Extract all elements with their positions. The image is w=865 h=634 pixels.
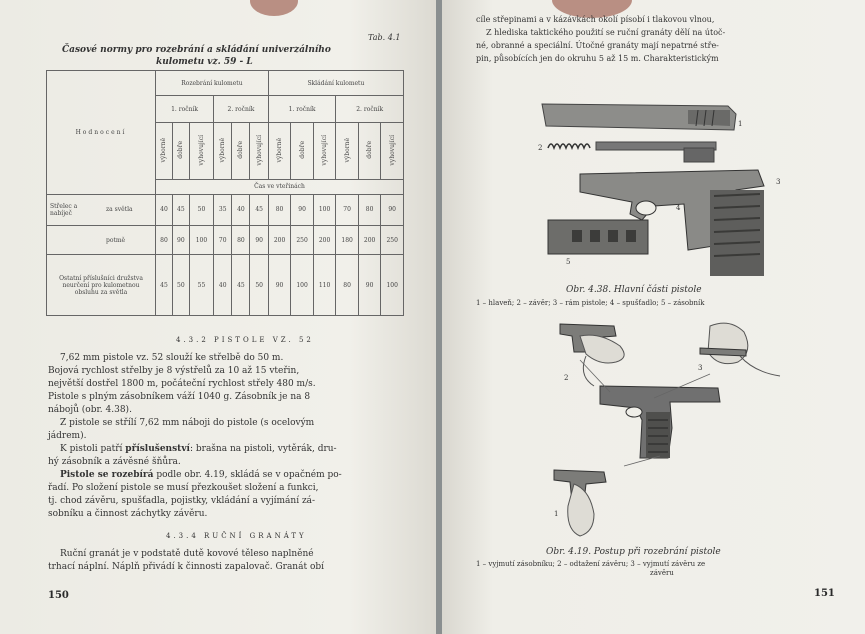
row1b-sub: potmě <box>106 236 126 244</box>
table-cell: 70 <box>336 194 359 225</box>
table-cell: 90 <box>250 225 268 254</box>
table-cell: 90 <box>268 255 291 316</box>
year2-right: 2. ročník <box>336 96 404 123</box>
fig38-label: 1 <box>738 120 743 128</box>
body-line: nábojů (obr. 4.38). <box>48 405 132 415</box>
section2-heading: 4.3.4 RUČNÍ GRANÁTY <box>166 532 307 540</box>
fig39-legend-line1: 1 – vyjmutí zásobníku; 2 – odtažení závěru; 3 – vyjmutí závěru ze <box>476 560 706 568</box>
body-line: 7,62 mm pistole vz. 52 slouží ke střelbě do 50 m. <box>60 353 284 363</box>
disassembly-bold: Pistole se rozebírá <box>60 470 154 480</box>
table-cell: 100 <box>313 194 336 225</box>
grade-label: dobře <box>177 141 185 159</box>
table-cell: 45 <box>232 255 250 316</box>
table-cell: 90 <box>381 194 404 225</box>
fig38-legend: 1 – hlaveň; 2 – závěr; 3 – rám pistole; 4 – spušťadlo; 5 – zásobník <box>476 299 705 307</box>
time-unit: Čas ve vteřinách <box>156 179 404 194</box>
table-cell: 100 <box>189 225 213 254</box>
row-header: Hodnocení <box>75 128 127 136</box>
table-title-line2: kulometu vz. 59 - L <box>156 57 253 67</box>
body-line: tj. chod závěru, spušťadla, pojistky, vkládání a vyjímání zá- <box>48 496 316 506</box>
table-cell: 110 <box>313 255 336 316</box>
grade-label: výborně <box>276 137 284 163</box>
body-line: Z hlediska taktického použití se ruční granáty dělí na útoč- <box>486 28 726 37</box>
table-cell: 80 <box>336 255 359 316</box>
grade-label: vyhovující <box>197 134 205 166</box>
disassembly-line <box>60 469 342 481</box>
body-line: Ruční granát je v podstatě dutě kovové těleso naplněné <box>60 549 314 559</box>
table-cell: 40 <box>214 255 232 316</box>
table-cell: 180 <box>336 225 359 254</box>
row1-label: Střelec a nabíječ <box>50 202 78 217</box>
table-cell: 80 <box>358 194 381 225</box>
table-cell: 100 <box>381 255 404 316</box>
fig38-label: 5 <box>566 258 571 266</box>
step2-hands <box>560 324 624 386</box>
fig38-caption: Obr. 4.38. Hlavní části pistole <box>566 285 702 295</box>
step3-hands <box>700 323 780 376</box>
table-cell: 45 <box>156 255 173 316</box>
table-reference: Tab. 4.1 <box>368 33 401 42</box>
grade-label: vyhovující <box>388 134 396 166</box>
table-cell: 40 <box>156 194 173 225</box>
fig38-label: 2 <box>538 144 543 152</box>
grade-label: výborně <box>219 137 227 163</box>
table-cell: 80 <box>268 194 291 225</box>
table-cell: 200 <box>358 225 381 254</box>
col-group-left: Rozebrání kulometu <box>156 71 269 96</box>
table-cell: 250 <box>381 225 404 254</box>
table-cell: 200 <box>313 225 336 254</box>
table-cell: 90 <box>172 225 189 254</box>
table-cell: 40 <box>232 194 250 225</box>
grade-label: vyhovující <box>255 134 263 166</box>
grade-label: výborně <box>160 137 168 163</box>
row2-label: Ostatní příslušníci družstva neurčení pro kulometnou obsluhu za světla <box>59 274 143 296</box>
accessories-bold: příslušenství <box>125 444 190 454</box>
grade-label: vyhovující <box>321 134 329 166</box>
body-line: pin, působících jen do okruhu 5 až 15 m. Charakteristickým <box>476 54 719 63</box>
thumb <box>250 0 298 16</box>
magazine-part <box>548 220 648 254</box>
accessories-line <box>60 443 337 455</box>
section-heading: 4.3.2 PISTOLE VZ. 52 <box>176 336 314 344</box>
year1-right: 1. ročník <box>268 96 336 123</box>
body-line: trhací náplní. Náplň přivádí k činnosti zapalovač. Granát obí <box>48 562 325 572</box>
table-cell: 80 <box>232 225 250 254</box>
page-number-left: 150 <box>48 590 69 601</box>
accessories-line2: hý zásobník a závěsné šňůra. <box>48 457 181 467</box>
body-line: Pistole s plným zásobníkem váží 1040 g. Zásobník je na 8 <box>48 392 311 402</box>
fig39-label: 1 <box>554 510 559 518</box>
table-cell: 45 <box>250 194 268 225</box>
body-line: né, obranné a speciální. Útočné granáty mají nepatrné stře- <box>476 41 719 50</box>
grade-label: dobře <box>366 141 374 159</box>
body-line: Bojová rychlost střelby je 8 výstřelů za 10 až 15 vteřin, <box>48 366 300 376</box>
barrel-slide-part <box>542 104 736 130</box>
grade-label: dobře <box>237 141 245 159</box>
accessories-rest: : brašna na pistoli, vytěrák, dru- <box>189 444 337 454</box>
body-line: řadí. Po složení pistole se musí přezkoušet složení a funkci, <box>48 483 319 493</box>
body-line: Z pistole se střílí 7,62 mm náboji do pistole (s ocelovým <box>60 418 315 428</box>
time-norms-table <box>46 70 404 316</box>
table-cell: 50 <box>189 194 213 225</box>
year1-left: 1. ročník <box>156 96 214 123</box>
table-cell: 100 <box>291 255 314 316</box>
table-cell: 70 <box>214 225 232 254</box>
accessories-prefix: K pistoli patří <box>60 444 126 454</box>
table-cell: 50 <box>172 255 189 316</box>
table-cell: 200 <box>268 225 291 254</box>
row1a-sub: za světla <box>106 206 133 214</box>
step1-hands <box>554 470 606 536</box>
disassembly-rest: podle obr. 4.19, skládá se v opačném po- <box>153 470 342 480</box>
pistol-center <box>600 386 720 458</box>
table-cell: 35 <box>214 194 232 225</box>
spring-and-barrel-part <box>548 142 716 162</box>
fig38-label: 4 <box>676 204 681 212</box>
year2-left: 2. ročník <box>214 96 269 123</box>
fig39-legend-line2: závěru <box>650 569 674 577</box>
table-cell: 90 <box>291 194 314 225</box>
table-cell: 50 <box>250 255 268 316</box>
body-line: jádrem). <box>48 431 87 441</box>
body-line: cíle střepinami a v kázávkách okolí písobí i tlakovou vlnou, <box>476 15 715 24</box>
right-page <box>442 0 865 634</box>
table-cell: 80 <box>156 225 173 254</box>
table-cell: 45 <box>172 194 189 225</box>
col-group-right: Skládání kulometu <box>268 71 403 96</box>
table-title-line1: Časové normy pro rozebrání a skládání univerzálního <box>62 45 331 55</box>
body-line: největší dostřel 1800 m, počáteční rychlost střely 480 m/s. <box>48 379 316 389</box>
disassembly-figure <box>550 316 790 540</box>
body-line: sobníku a činnost záchytky závěru. <box>48 509 208 519</box>
fig39-label: 2 <box>564 374 569 382</box>
page-number-right: 151 <box>814 588 835 599</box>
grade-label: dobře <box>298 141 306 159</box>
fig38-label: 3 <box>776 178 781 186</box>
fig39-label: 3 <box>698 364 703 372</box>
table-cell: 90 <box>358 255 381 316</box>
table-cell: 250 <box>291 225 314 254</box>
fig39-caption: Obr. 4.19. Postup při rozebrání pistole <box>546 547 721 557</box>
table-cell: 55 <box>189 255 213 316</box>
grade-label: výborně <box>343 137 351 163</box>
